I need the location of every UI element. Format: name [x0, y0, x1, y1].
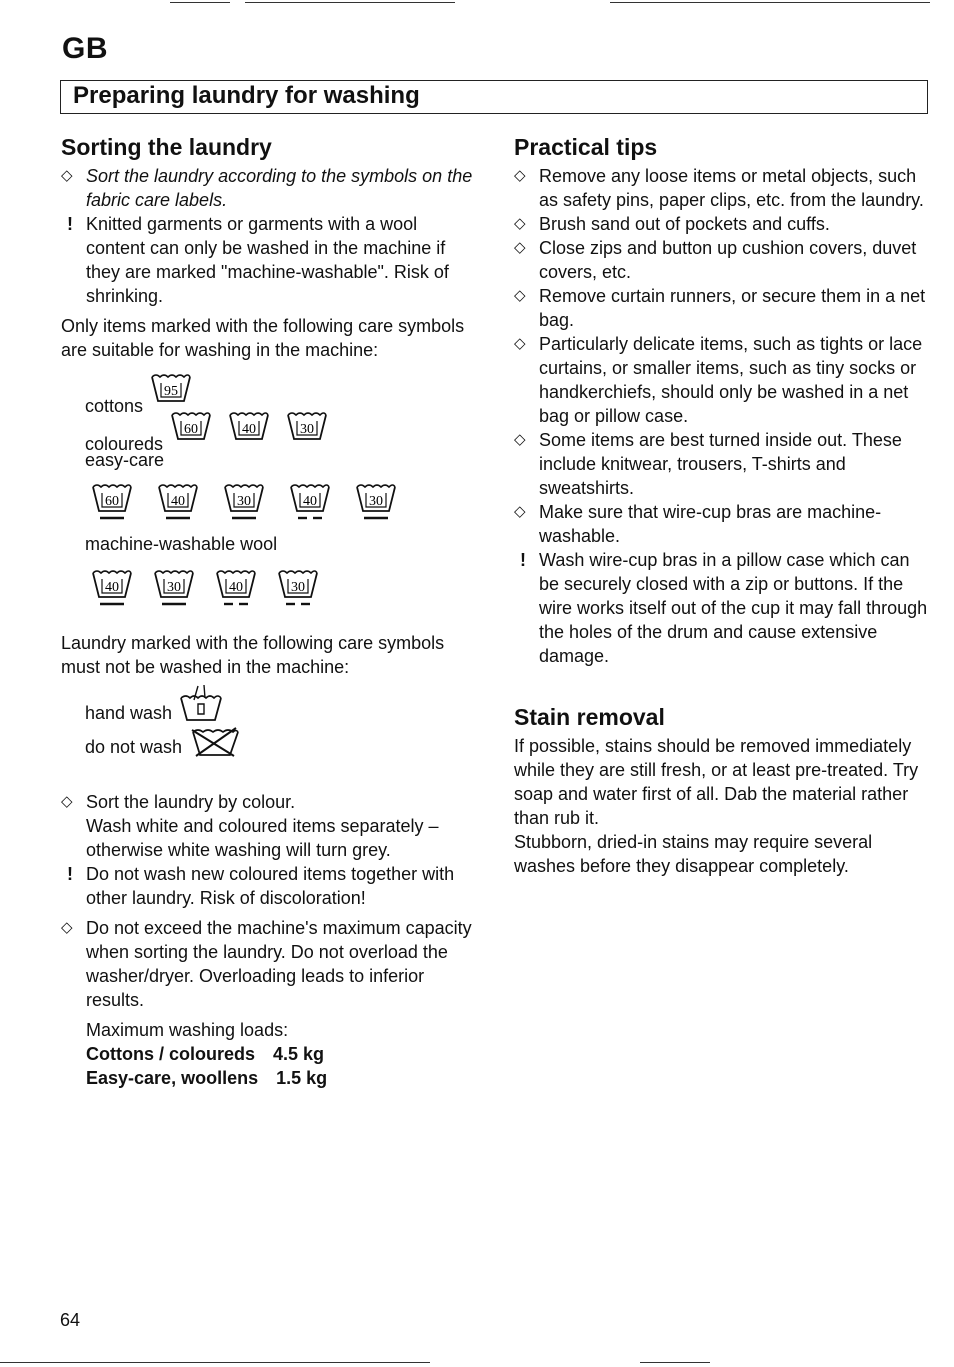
list-item [61, 790, 473, 862]
temperature-label: 30 [237, 494, 251, 509]
item-text: Wash wire-cup bras in a pillow case which can be securely closed with a zip or buttons. If the wire works itself out of the cup it may fall through the holes of the drum and cause extensive damage. [539, 550, 928, 666]
easycare-label: easy-care [85, 450, 165, 470]
list-item [514, 284, 934, 332]
sorting-block [61, 164, 473, 362]
temperature-label: 40 [303, 494, 317, 509]
list-item [61, 862, 473, 910]
diamond-bullet-icon: ◇ [514, 215, 526, 232]
list-item [514, 428, 934, 500]
temperature-label: 40 [229, 580, 243, 595]
cottons-label: cottons [85, 396, 144, 416]
sorting-block-2 [61, 790, 473, 1090]
diamond-bullet-icon: ◇ [514, 287, 526, 304]
warning-bullet-icon: ! [67, 214, 73, 234]
item-text: Make sure that wire-cup bras are machine-washable. [539, 502, 882, 546]
do-not-wash-icon [188, 724, 240, 758]
list-item [514, 164, 934, 212]
language-code: GB [62, 32, 108, 65]
temperature-label: 60 [184, 422, 199, 437]
item-text: Remove any loose items or metal objects, such as safety pins, paper clips, etc. from the laundry. [539, 166, 924, 210]
item-text: Do not wash new coloured items together with other laundry. Risk of discoloration! [86, 864, 455, 908]
temperature-label: 95 [164, 384, 179, 399]
sorting-heading: Sorting the laundry [61, 134, 272, 160]
item-text: Sort the laundry by colour. [86, 792, 296, 812]
wash-tub-icon [214, 566, 258, 608]
wash-tub-icon [156, 480, 200, 522]
scan-rule [0, 1362, 430, 1363]
coloureds-row [85, 408, 343, 455]
diamond-bullet-icon: ◇ [514, 503, 526, 520]
item-text: Wash white and coloured items separately – otherwise white washing will turn grey. [86, 816, 439, 860]
wool-symbols [90, 566, 338, 608]
temperature-label: 40 [171, 494, 185, 509]
list-item [61, 212, 473, 308]
scan-rule [170, 2, 230, 3]
loads-intro: Maximum washing loads: [86, 1020, 289, 1040]
diamond-bullet-icon: ◇ [61, 167, 73, 184]
temperature-label: 30 [291, 580, 305, 595]
load-row [86, 1042, 473, 1066]
list-item [61, 164, 473, 212]
load-value: 1.5 kg [276, 1068, 328, 1088]
diamond-bullet-icon: ◇ [514, 431, 526, 448]
paragraph: If possible, stains should be removed immediately while they are still fresh, or at least pre-treated. Try soap and water first of all. Dab the material rather than rub it. [514, 736, 919, 828]
hand-wash-icon [178, 684, 224, 724]
wash-tub-icon [222, 480, 266, 522]
paragraph: Stubborn, dried-in stains may require several washes before they disappear completely. [514, 832, 873, 876]
wash-tub-icon [152, 566, 196, 608]
item-text: Particularly delicate items, such as tights or lace curtains, or smaller items, such as tiny socks or handkerchiefs, should only be washed in a net bag or pillow case. [539, 334, 923, 426]
stain-block [514, 734, 934, 878]
temperature-label: 30 [300, 422, 315, 437]
diamond-bullet-icon: ◇ [514, 239, 526, 256]
wash-tub-icon [90, 566, 134, 608]
para2: Laundry marked with the following care symbols must not be washed in the machine: [61, 633, 445, 677]
coloureds-symbols [169, 408, 343, 455]
wash-tub-icon [90, 480, 134, 522]
wash-tub-icon [285, 408, 329, 450]
load-label: Cottons / coloureds [86, 1044, 256, 1064]
scan-rule [640, 1362, 710, 1363]
donotwash-label: do not wash [85, 737, 183, 757]
scan-rule [245, 2, 455, 3]
loads-block [61, 1018, 473, 1090]
item-text: Do not exceed the machine's maximum capacity when sorting the laundry. Do not overload the washer/dryer. Overloading leads to inferior results. [86, 918, 472, 1010]
temperature-label: 60 [105, 494, 119, 509]
handwash-label: hand wash [85, 703, 173, 723]
diamond-bullet-icon: ◇ [514, 335, 526, 352]
load-label: Easy-care, woollens [86, 1068, 259, 1088]
item-text: Sort the laundry according to the symbols on the fabric care labels. [86, 166, 473, 210]
load-value: 4.5 kg [273, 1044, 325, 1064]
warning-bullet-icon: ! [67, 864, 73, 884]
easycare-symbols [90, 480, 420, 522]
page-number: 64 [60, 1310, 81, 1330]
diamond-bullet-icon: ◇ [61, 919, 73, 936]
diamond-bullet-icon: ◇ [61, 793, 73, 810]
list-item [61, 916, 473, 1012]
wash-tub-icon [149, 370, 193, 412]
list-item [514, 332, 934, 428]
list-item [514, 548, 934, 668]
item-text: Remove curtain runners, or secure them in a net bag. [539, 286, 926, 330]
load-row [86, 1066, 473, 1090]
wash-tub-icon [276, 566, 320, 608]
wash-tub-icon [169, 408, 213, 450]
list-item [514, 212, 934, 236]
temperature-label: 30 [167, 580, 181, 595]
handwash-row [85, 684, 224, 724]
warning-bullet-icon: ! [520, 550, 526, 570]
temperature-label: 40 [105, 580, 119, 595]
title-box [60, 80, 928, 114]
paragraph: Only items marked with the following care symbols are suitable for washing in the machine: [61, 316, 465, 360]
temperature-label: 30 [369, 494, 383, 509]
tips-block [514, 164, 934, 668]
diamond-bullet-icon: ◇ [514, 167, 526, 184]
coloureds-label: coloureds [85, 434, 164, 454]
list-item [514, 236, 934, 284]
item-text: Brush sand out of pockets and cuffs. [539, 214, 830, 234]
tips-heading: Practical tips [514, 134, 658, 160]
list-item [514, 500, 934, 548]
wool-label: machine-washable wool [85, 534, 278, 554]
temperature-label: 40 [242, 422, 257, 437]
wash-tub-icon [288, 480, 332, 522]
item-text: Some items are best turned inside out. These include knitwear, trousers, T-shirts and sweatshirts. [539, 430, 902, 498]
item-text: Close zips and button up cushion covers, duvet covers, etc. [539, 238, 917, 282]
wash-tub-icon [227, 408, 271, 450]
stain-heading: Stain removal [514, 704, 665, 730]
page-title: Preparing laundry for washing [73, 82, 420, 109]
item-text: Knitted garments or garments with a wool content can only be washed in the machine if they are marked "machine-washable". Risk of shrinking. [86, 214, 449, 306]
donotwash-row [85, 724, 240, 758]
wash-tub-icon [354, 480, 398, 522]
scan-rule [610, 2, 930, 3]
